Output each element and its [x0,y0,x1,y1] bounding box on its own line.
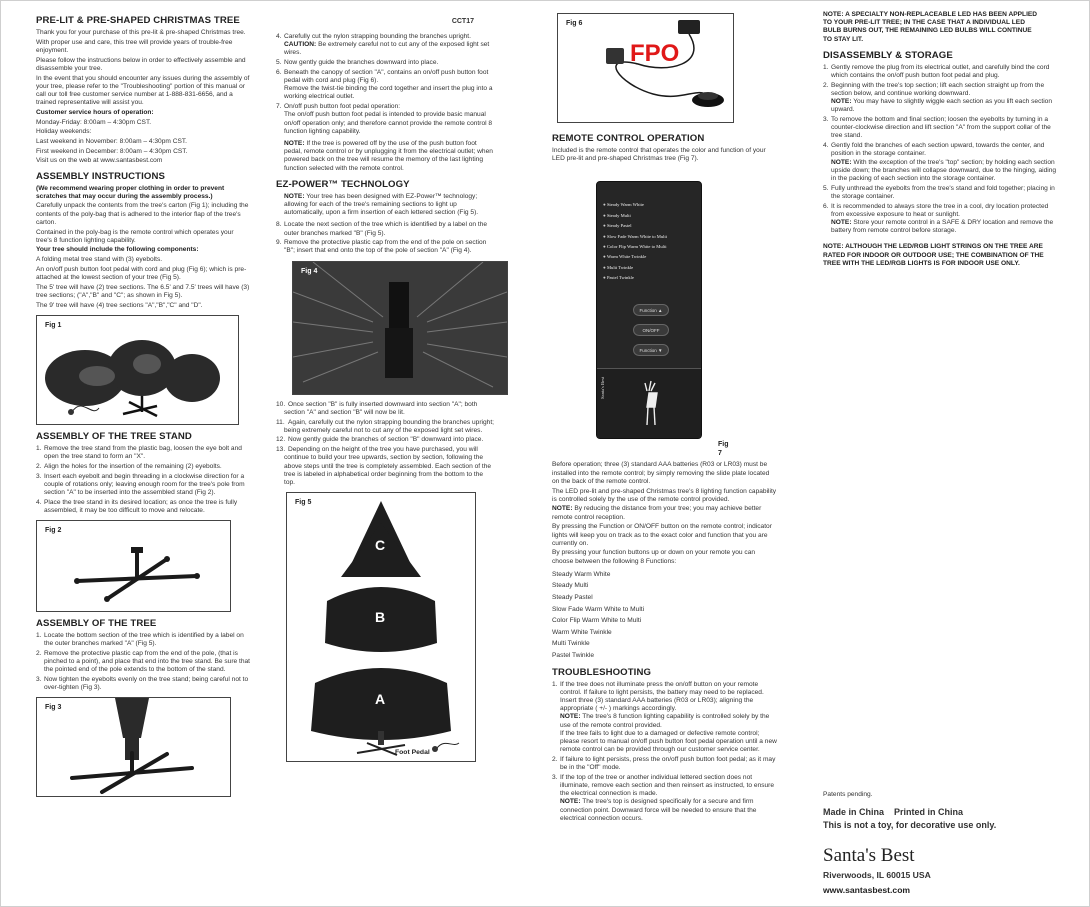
tree-step-3: 3. Now tighten the eyebolts evenly on the tree stand; being careful not to over-tighten (Fig 3). [36,676,249,692]
figure-7 [552,173,732,457]
figure-2 [36,520,231,612]
tree-step-1: 1. Locate the bottom section of the tree which is identified by a label on the outer branches marked "A" (Fig 5). [36,632,244,648]
foot-pedal-cord-illustration [558,14,733,122]
section-insertion-illustration [293,262,507,394]
column-3 [552,11,778,825]
remote-function-7: ● Multi Twinkle [603,264,634,270]
remote-note: NOTE: By reducing the distance from your tree; you may achieve better remote control reception. [552,505,762,521]
remote-function-down-button[interactable]: Function ▼ [633,344,669,356]
tree-assembly-heading: ASSEMBLY OF THE TREE [36,618,157,630]
indoor-use-note: NOTE: ALTHOUGH THE LED/RGB LIGHT STRINGS ON THE TREE ARE RATED FOR INDOOR OR OUTDOOR USE; THE COMBINATION OF THE TREE WITH THE LED/RGB LIGHTS IS FOR INDOOR USE ONLY. [823,243,1044,267]
foot-pedal-label: Foot Pedal [395,749,430,757]
function-item-2: Steady Multi [552,582,589,590]
figure-3-label: Fig 3 [45,704,62,712]
figure-6 [557,13,734,123]
section-b-label: B [375,609,386,626]
figure-5-label: Fig 5 [295,499,312,507]
dis-step-3: 3. To remove the bottom and final section; loosen the eyebolts by turning in a counter-clockwise direction and lift section "A" from the support collar of the tree stand. [823,116,1051,140]
tree-sections-diagram [287,493,475,761]
remote-onoff-button[interactable]: ON/OFF [633,324,669,336]
remote-p2: The LED pre-lit and pre-shaped Christmas tree's 8 lighting function capability is controlled solely by the use of the remote control provided. [552,487,777,503]
tree-step-7: 7. On/off push button foot pedal operation: The on/off push button foot pedal is intended to provide basic manual on/off operation only; and therefore cannot provide the remote control 8 function lighting capability. [276,103,493,135]
remote-function-2: ● Steady Multi [603,212,631,218]
disassembly-heading: DISASSEMBLY & STORAGE [823,49,953,61]
function-item-4: Slow Fade Warm White to Multi [552,605,645,613]
assembly-warning: (We recommend wearing proper clothing in order to prevent scratches that may occur during the assembly process.) [36,184,225,200]
remote-function-8: ● Pastel Twinkle [603,275,634,281]
website-line: Visit us on the web at www.santasbest.com [36,157,163,165]
components-label: Your tree should include the following components: [36,246,199,254]
remote-function-6: ● Warm White Twinkle [603,254,647,260]
remote-p3: By pressing the Function or ON/OFF button on the remote control; indicator lights will keep you on track as to the exact color and function that you are currently on. [552,523,772,547]
troubleshooting-heading: TROUBLESHOOTING [552,666,652,678]
troubleshooting-steps [552,681,778,823]
led-warning: NOTE: A SPECIALTY NON-REPLACEABLE LED HAS BEEN APPLIED TO YOUR PRE-LIT TREE; IN THE CASE THAT A INDIVIDUAL LED BULB BURNS OUT, THE REMAINING LED BULBS WILL CONTINUE TO STAY LIT. [823,11,1038,43]
figure-7-label: Fig 7 [718,441,729,457]
dis-step-1: 1. Gently remove the plug from its electrical outlet, and carefully bind the cord which contains the on/off push button foot pedal and plug. [823,63,1050,80]
stand-step-2: 2. Align the holes for the insertion of the remaining (2) eyebolts. [36,462,222,470]
dis-step-4: 4. Gently fold the branches of each section upward, towards the center, and position in the storage container. NOTE: With the exception of the tree's "top" section; by holding each section upside down; the branches will collapse downward, due to the hinging, aiding in the packing of each section into the storage container. [823,142,1057,182]
stand-step-3: 3. Insert each eyebolt and begin threading in a clockwise direction for a couple of rotations only; leaving enough room for the tree's pole from section "A" to be inserted into the assembled stand (Fig 2). [36,472,245,496]
function-item-5: Color Flip Warm White to Multi [552,617,642,625]
brand-website-link[interactable]: www.santasbest.com [823,884,911,895]
stand-step-4: 4. Place the tree stand in its desired location; as once the tree is fully assembled, it may be too difficult to move and relocate. [36,498,238,514]
function-list [552,569,778,662]
component-3: The 5' tree will have (2) tree sections. The 6.5' and 7.5' trees will have (3) tree sections; ("A","B" and "C"; as shown in Fig 5). [36,283,250,299]
remote-function-5: ● Color Flip Warm White to Multi [603,244,667,250]
dis-step-2: 2. Beginning with the tree's top section; lift each section straight up from the section below, and continue working downward. NOTE: You may have to slightly wiggle each section as you lift each section upward. [823,81,1053,114]
assembly-p2: Contained in the poly-bag is the remote control which operates your tree's 8 function lighting capability. [36,228,234,244]
function-item-8: Pastel Twinkle [552,652,595,659]
assembly-p1: Carefully unpack the contents from the tree's carton (Fig 1); including the contents of the poly-bag that is adhered to the interior flap of the tree's carton. [36,202,249,226]
trouble-step-2: 2. If failure to light persists, press the on/off push button foot pedal; as it may be in the "Off" mode. [552,755,776,772]
function-item-7: Multi Twinkle [552,640,590,648]
hours-label: Customer service hours of operation: [36,108,154,116]
tree-steps-10-13 [276,401,494,488]
figure-5 [286,492,476,762]
tree-step-5: 5. Now gently guide the branches downward into place. [276,59,439,67]
function-item-1: Steady Warm White [552,570,611,578]
figure-2-label: Fig 2 [45,527,62,535]
ez-power-note: NOTE: Your tree has been designed with EZ-Power™ technology; allowing for each of the tree's remaining sections to light up automatically, upon a firm insertion of each lettered section (Fig 5). [284,192,479,217]
column-4 [823,11,1063,895]
figure-6-label: Fig 6 [566,20,583,27]
component-4: The 9' tree will have (4) tree sections "A","B","C" and "D". [36,301,203,309]
tree-step-11: 11. Again, carefully cut the nylon strapping bounding the branches upright; being extremely careful not to cut any of the exposed light set wires. [276,418,495,434]
tree-step-8: 8. Locate the next section of the tree which is identified by a label on the outer branches marked "B" (Fig 5). [276,221,488,237]
figure-3 [36,697,231,797]
intro-p3: Please follow the instructions below in order to effectively assemble and disassemble your tree. [36,56,246,72]
dis-step-5: 5. Fully unthread the eyebolts from the tree's stand and fold together; placing in the storage container. [823,184,1055,200]
remote-function-up-button[interactable]: Function ▲ [633,304,669,316]
hours-2: Holiday weekends: [36,128,92,136]
tree-step-6: 6. Beneath the canopy of section "A", contains an on/off push button foot pedal with cord and plug (Fig 6). Remove the twist-tie binding the cord together and insert the plug into a working electrical outlet. [276,68,493,101]
tree-steps-8-9 [276,221,494,255]
intro-p4: In the event that you should encounter any issues during the assembly of your tree, please refer to the "Troubleshooting" portion of this manual or call our toll free customer service number at 1-888-831-6656, and a trained representative will assist you. [36,74,250,107]
fpo-stamp: FPO [630,40,680,67]
tree-stand-illustration [37,521,230,611]
origin-line [823,807,1063,818]
figure-4 [292,261,508,395]
tree-step-4: 4. Carefully cut the nylon strapping bounding the branches upright. CAUTION: Be extremely careful not to cut any of the exposed light set wires. [276,33,490,57]
page-title: PRE-LIT & PRE-SHAPED CHRISTMAS TREE [36,15,240,26]
stand-heading: ASSEMBLY OF THE TREE STAND [36,430,192,442]
tree-steps-continued [276,33,494,136]
reindeer-logo-icon [631,379,671,429]
assembly-heading: ASSEMBLY INSTRUCTIONS [36,170,165,182]
section-a-label: A [375,691,386,708]
remote-p1: Before operation; three (3) standard AAA batteries (R03 or LR03) must be installed into the remote control; by simply removing the slide plate located on the back of the remote control. [552,461,770,485]
brand-logo: Santa's Best [823,844,915,866]
ez-power-heading: EZ-POWER™ TECHNOLOGY [276,178,410,190]
component-2: An on/off push button foot pedal with cord and plug (Fig 6); which is pre-attached at the lowest section of your tree (Fig 5). [36,265,247,282]
disassembly-steps [823,64,1063,236]
remote-intro: Included is the remote control that operates the color and function of your LED pre-lit and pre-shaped Christmas tree (Fig 7). [552,147,766,163]
remote-indicator-panel [603,200,697,290]
tree-steps [36,632,251,692]
product-code: CCT17 [451,18,474,25]
stand-steps [36,445,251,515]
figure-1 [36,315,239,425]
trouble-step-1: 1. If the tree does not illuminate press the on/off button on your remote control. If failure to light persists, the battery may need to be replaced. Insert three (3) standard AAA batteries (R03 or LR03); aligning the appropriate ( +/- ) markings accordingly. NOTE: The tree's 8 function lighting capability is controlled solely by the use of the remote control provided. If the tree fails to light due to a damaged or defective remote control; please resort to manual on/off push button foot pedal operation until a new remote control can be provided through our customer service center. [552,680,777,754]
intro-p1: Thank you for your purchase of this pre-lit & pre-shaped Christmas tree. [36,29,246,36]
function-item-3: Steady Pastel [552,594,593,602]
remote-function-3: ● Steady Pastel [603,223,632,229]
tree-step-9: 9. Remove the protective plastic cap from the end of the pole on section "B"; insert that end onto the top of the pole of section "A" (Fig 4). [276,239,487,255]
remote-p4: By pressing your function buttons up or down on your remote you can choose between the following 8 Functions: [552,549,756,565]
not-a-toy: This is not a toy, for decorative use only. [823,819,997,830]
hours-1: Monday-Friday: 8:00am – 4:30pm CST. [36,118,152,126]
dis-step-6: 6. It is recommended to always store the tree in a cool, dry location protected from excessive exposure to heat or sunlight. NOTE: Store your remote control in a SAFE & DRY location and remove the battery from remote control before storage. [823,202,1054,235]
patents-text: Patents pending. [823,791,873,798]
tree-step-13: 13. Depending on the height of the tree you have purchased, you will continue to build your tree upwards, section by section, following the above steps until the tree is completely assembled. Each section of the tree is labeled in alphabetical order beginning from the bottom to the top. [276,446,492,486]
remote-function-4: ● Slow Fade Warm White to Multi [603,233,668,239]
hours-4: First weekend in December: 8:00am – 4:30pm CST. [36,147,188,155]
printed-in: Printed in China [894,807,964,818]
stand-step-1: 1. Remove the tree stand from the plastic bag, loosen the eye bolt and open the tree stand to form an "X". [36,444,242,461]
figure-4-label: Fig 4 [301,267,318,275]
hours-3: Last weekend in November: 8:00am – 4:30pm CST. [36,137,188,145]
figure-1-label: Fig 1 [45,321,62,329]
tree-in-stand-illustration [37,698,230,796]
column-2 [276,33,494,768]
tree-sections-illustration [37,316,238,424]
tree-step-10: 10. Once section "B" is fully inserted downward into section "A"; both section "A" and section "B" will now be lit. [276,400,478,416]
footer-block [823,791,1063,896]
tree-step-12: 12. Now gently guide the branches of section "B" downward into place. [276,436,484,444]
remote-function-1: ● Steady Warm White [603,202,644,208]
remote-brand: Santa's Best [600,377,605,400]
tree-step-2: 2. Remove the protective plastic cap from the end of the pole, (that is pinched to a point), and place that end into the tree stand. Be sure that the pointed end of the pole extends to the bottom of the stand. [36,649,251,674]
remote-heading: REMOTE CONTROL OPERATION [552,133,705,144]
made-in: Made in China [823,807,885,818]
remote-battery-cover [597,368,701,438]
function-item-6: Warm White Twinkle [552,628,612,636]
brand-address: Riverwoods, IL 60015 USA [823,869,931,880]
memory-note: NOTE: If the tree is powered off by the use of the push button foot pedal, remote control or by unplugging it from the electrical outlet; when powered back on the tree will resume the memory of the last lighting function selected with the remote control. [284,139,493,172]
component-1: A folding metal tree stand with (3) eyebolts. [36,256,163,264]
remote-control [596,181,702,439]
trouble-step-3: 3. If the top of the tree or another individual lettered section does not illuminate, remove each section and then reinsert as instructed, to ensure the electrical connection is made. NOTE: The tree's top is designed specifically for a secure and firm connection point. Downward force will be needed to ensure that the electrical connection occurs. [552,773,775,822]
intro-p2: With proper use and care, this tree will provide years of trouble-free enjoyment. [36,38,233,54]
section-c-label: C [375,537,386,554]
